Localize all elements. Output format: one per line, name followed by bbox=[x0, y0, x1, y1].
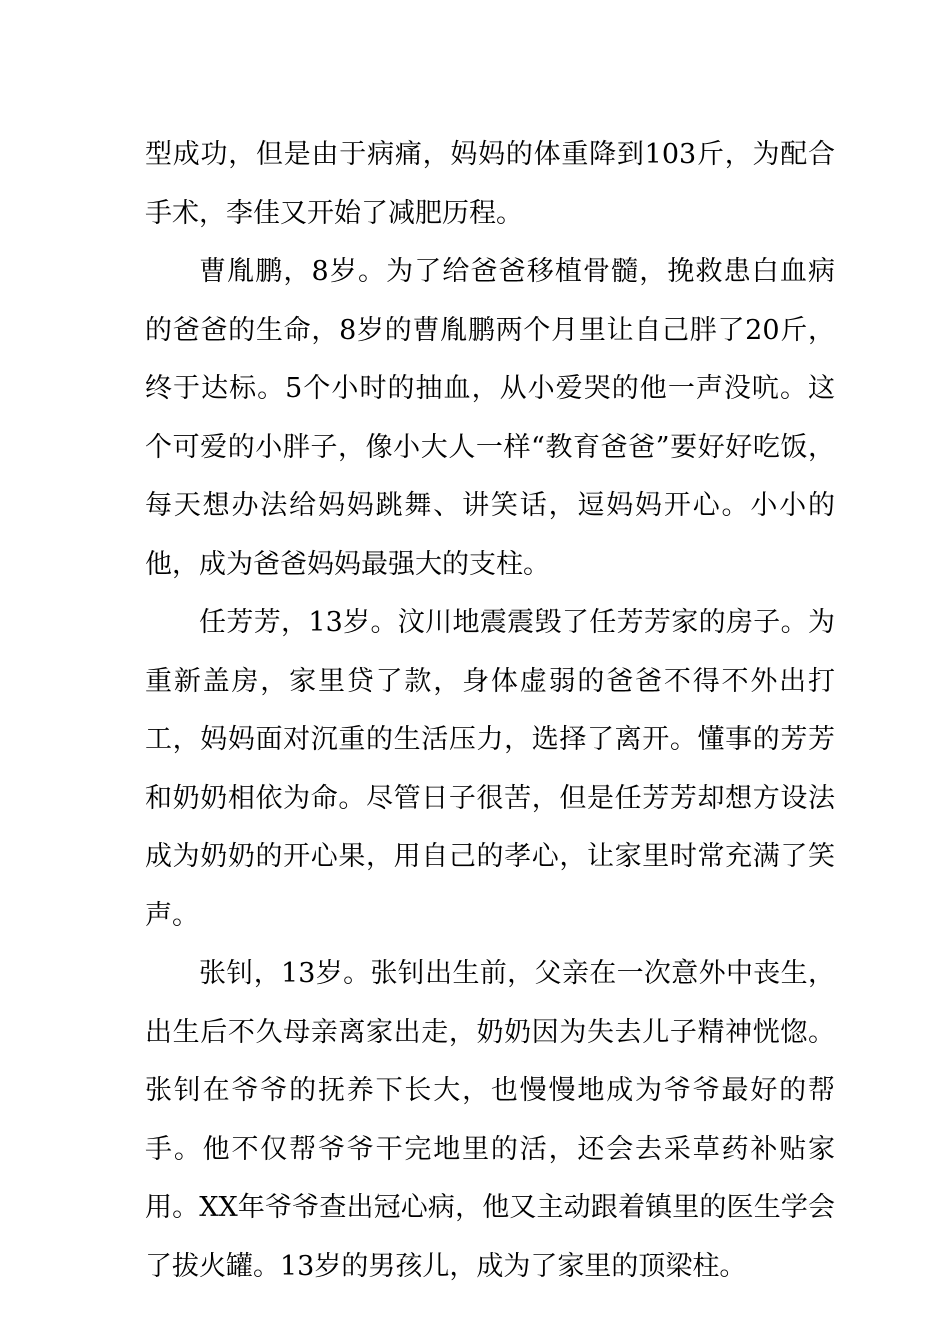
paragraph-continuation: 型成功，但是由于病痛，妈妈的体重降到103斤，为配合手术，李佳又开始了减肥历程。 bbox=[145, 139, 835, 229]
paragraph-zhang-zhao: 张钊，13岁。张钊出生前，父亲在一次意外中丧生，出生后不久母亲离家出走，奶奶因为失去儿子精神恍惚。张钊在爷爷的抚养下长大，也慢慢地成为爷爷最好的帮手。他不仅帮爷爷干完地里的活，还会去采草药补贴家用。XX年爷爷查出冠心病，他又主动跟着镇里的医生学会了拔火罐。13岁的男孩儿，成为了家里的顶梁柱。 bbox=[145, 958, 835, 1282]
paragraph-ren-fangfang: 任芳芳，13岁。汶川地震震毁了任芳芳家的房子。为重新盖房，家里贷了款，身体虚弱的爸爸不得不外出打工，妈妈面对沉重的生活压力，选择了离开。懂事的芳芳和奶奶相依为命。尽管日子很苦，但是任芳芳却想方设法成为奶奶的开心果，用自己的孝心，让家里时常充满了笑声。 bbox=[145, 607, 835, 931]
paragraph-cao-yinpeng: 曹胤鹏，8岁。为了给爸爸移植骨髓，挽救患白血病的爸爸的生命，8岁的曹胤鹏两个月里让自己胖了20斤，终于达标。5个小时的抽血，从小爱哭的他一声没吭。这个可爱的小胖子，像小大人一样“教育爸爸”要好好吃饭，每天想办法给妈妈跳舞、讲笑话，逗妈妈开心。小小的他，成为爸爸妈妈最强大的支柱。 bbox=[145, 256, 835, 580]
document-body bbox=[145, 126, 835, 1296]
